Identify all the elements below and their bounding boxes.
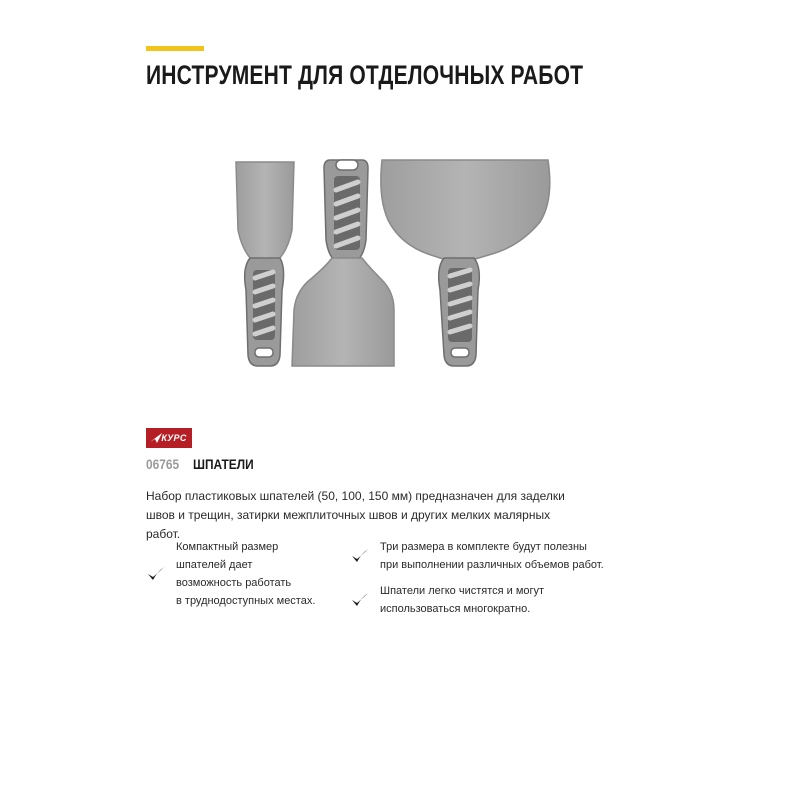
accent-bar [146,46,204,51]
page-title: ИНСТРУМЕНТ ДЛЯ ОТДЕЛОЧНЫХ РАБОТ [146,60,584,90]
spatula-medium [292,160,394,366]
feature-text: Шпатели легко чистятся и могут использоваться многократно. [380,585,545,615]
product-sku: 06765 [146,456,180,472]
brand-logo [146,428,192,448]
feature-item [350,582,544,618]
check-icon [350,590,370,610]
check-icon [146,564,166,584]
check-icon [350,546,370,566]
brand-logo-text: КУРС [161,433,187,443]
spatula-small [236,162,294,366]
brand-logo-arrow-icon [150,433,162,443]
feature-item [146,538,315,610]
spatula-large [381,160,550,366]
product-description: Набор пластиковых шпателей (50, 100, 150 мм) предназначен для заделки швов и трещин, затирки межплиточных швов и других мелких малярных работ. [146,489,565,541]
product-name: ШПАТЕЛИ [192,456,254,472]
product-heading [146,456,264,472]
spatula-set-icon [222,150,562,372]
feature-text: Компактный размер шпателей дает возможность работать в труднодоступных местах. [176,541,316,607]
feature-item [350,538,604,574]
feature-text: Три размера в комплекте будут полезны при выполнении различных объемов работ. [380,541,604,571]
